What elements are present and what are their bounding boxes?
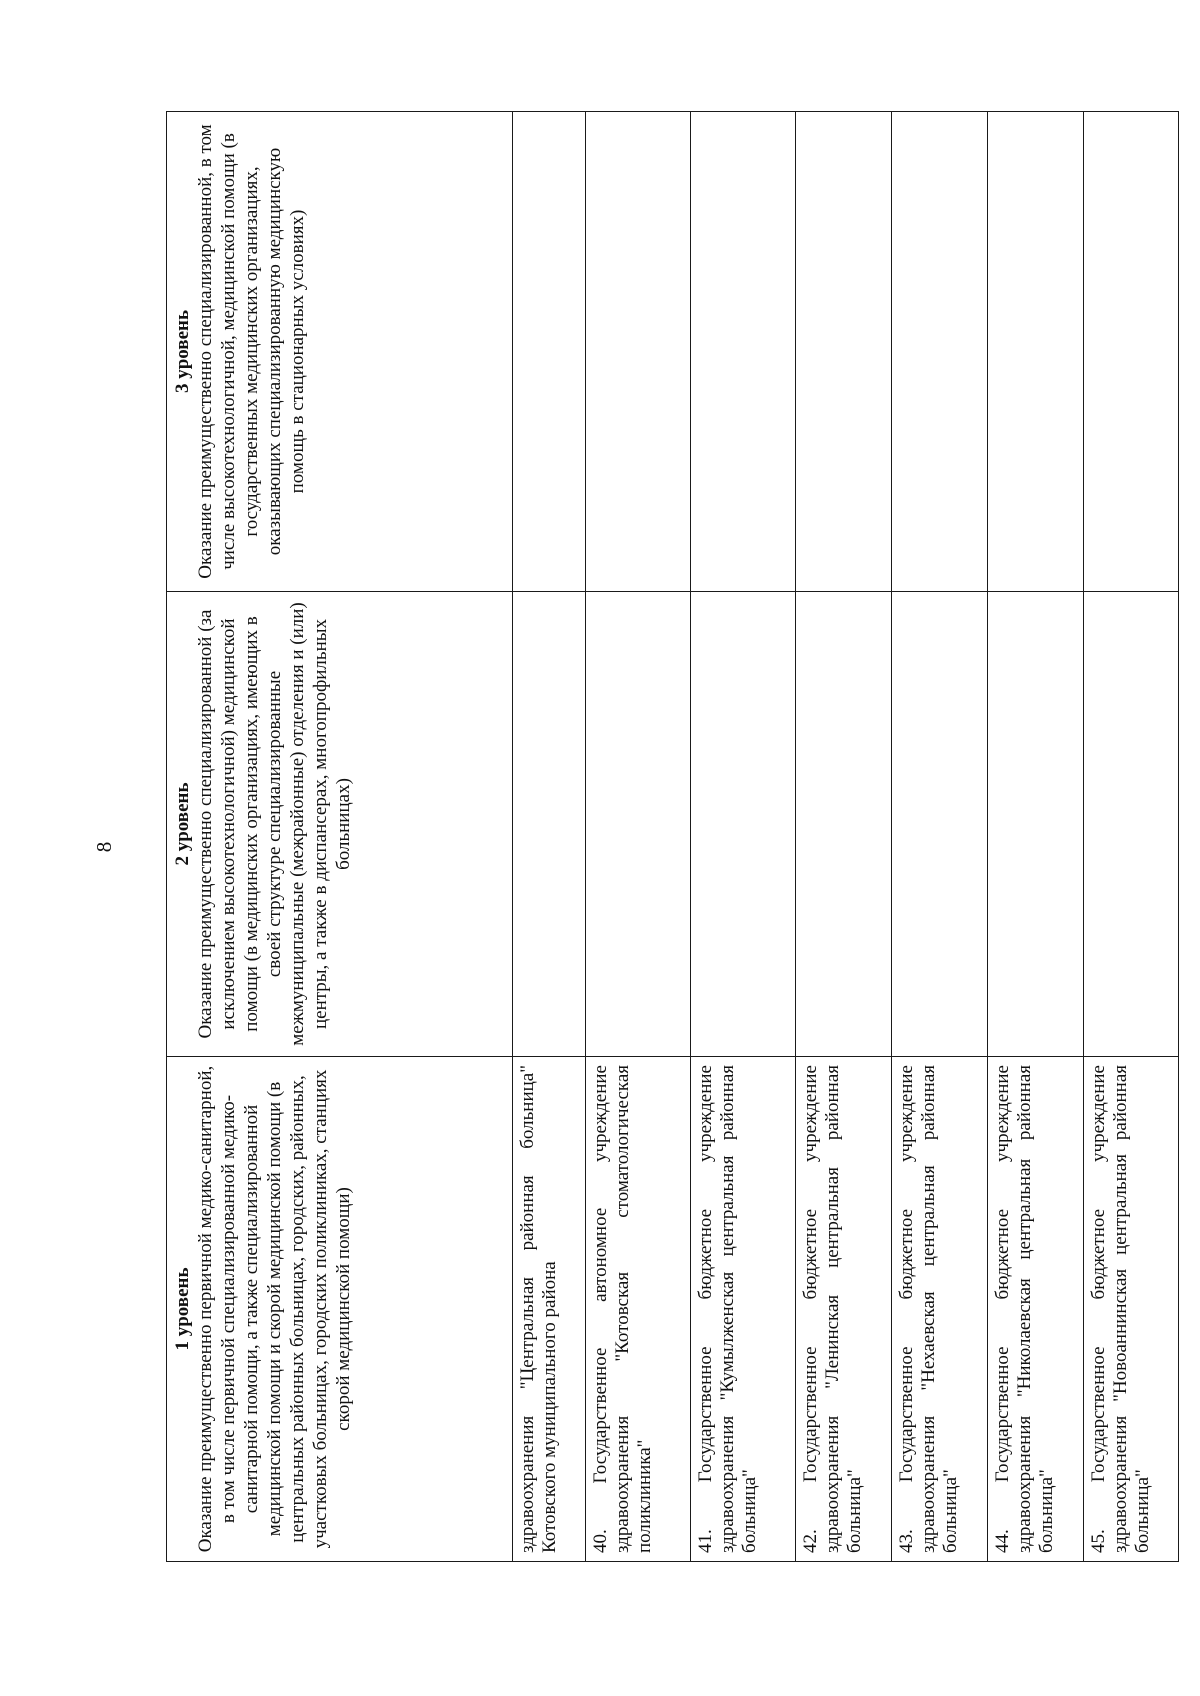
row-level-3-cell	[1084, 112, 1179, 592]
row-level-2-cell	[1084, 592, 1179, 1057]
table-row	[691, 112, 796, 1562]
row-level-3-cell	[586, 112, 691, 592]
page-number: 8	[92, 841, 116, 853]
row-level-1-cell: 42. Государственное бюджетное учреждение здравоохранения "Ленинская центральная районная больница"	[796, 1057, 892, 1562]
row-level-1-cell: 41. Государственное бюджетное учреждение здравоохранения "Кумылженская центральная районная больница"	[691, 1057, 796, 1562]
row-level-1-cell: 45. Государственное бюджетное учреждение здравоохранения "Новоаннинская центральная районная больница"	[1084, 1057, 1179, 1562]
table-row	[586, 112, 691, 1562]
row-level-2-cell	[796, 592, 892, 1057]
rotated-table-container	[166, 112, 1153, 1562]
table-header-row	[167, 112, 513, 1562]
header-level-2-title: 2 уровень	[172, 782, 193, 866]
header-level-2-description: Оказание преимущественно специализированной (за исключением высокотехнологичной) медицинской помощи (в медицинских организациях, имеющих в своей структуре специализированные межмуниципальные (межрайонные) отделения и (или) центры, а также в диспансерах, многопрофильных больницах)	[195, 602, 354, 1046]
row-level-1-cell: 40. Государственное автономное учреждение здравоохранения "Котовская стоматологическая поликлиника"	[586, 1057, 691, 1562]
table-row	[1084, 112, 1179, 1562]
row-level-1-cell: 43. Государственное бюджетное учреждение здравоохранения "Нехаевская центральная районная больница"	[892, 1057, 988, 1562]
row-level-3-cell	[988, 112, 1084, 592]
medical-levels-table	[166, 111, 1179, 1562]
row-level-2-cell	[988, 592, 1084, 1057]
row-level-3-cell	[513, 112, 586, 592]
row-level-2-cell	[691, 592, 796, 1057]
row-level-1-cell: 44. Государственное бюджетное учреждение здравоохранения "Николаевская центральная районная больница"	[988, 1057, 1084, 1562]
table-row	[988, 112, 1084, 1562]
row-level-2-cell	[892, 592, 988, 1057]
rotated-table-sheet	[166, 112, 1153, 1562]
header-level-3-description: Оказание преимущественно специализированной, в том числе высокотехнологичной, медицинской помощи (в государственных медицинских организациях, оказывающих специализированную медицинскую помощь в стационарных условиях)	[195, 124, 308, 579]
header-level-3-title: 3 уровень	[172, 309, 193, 394]
header-level-1-title: 1 уровень	[172, 1267, 193, 1351]
row-level-1-cell: здравоохранения "Центральная районная больница" Котовского муниципального района	[513, 1057, 586, 1562]
row-level-3-cell	[796, 112, 892, 592]
header-level-1-description: Оказание преимущественно первичной медико-санитарной, в том числе первичной специализированной медико-санитарной помощи, а также специализированной медицинской помощи и скорой медицинской помощи (в центральных районных больницах, городских, районных, участковых больницах, городских поликлиниках, станциях скорой медицинской помощи)	[195, 1065, 354, 1553]
table-row	[513, 112, 586, 1562]
header-level-2	[167, 592, 513, 1057]
row-level-2-cell	[586, 592, 691, 1057]
table-row	[796, 112, 892, 1562]
row-level-3-cell	[892, 112, 988, 592]
row-level-2-cell	[513, 592, 586, 1057]
header-level-3	[167, 112, 513, 592]
row-level-3-cell	[691, 112, 796, 592]
table-row	[892, 112, 988, 1562]
header-level-1	[167, 1057, 513, 1562]
